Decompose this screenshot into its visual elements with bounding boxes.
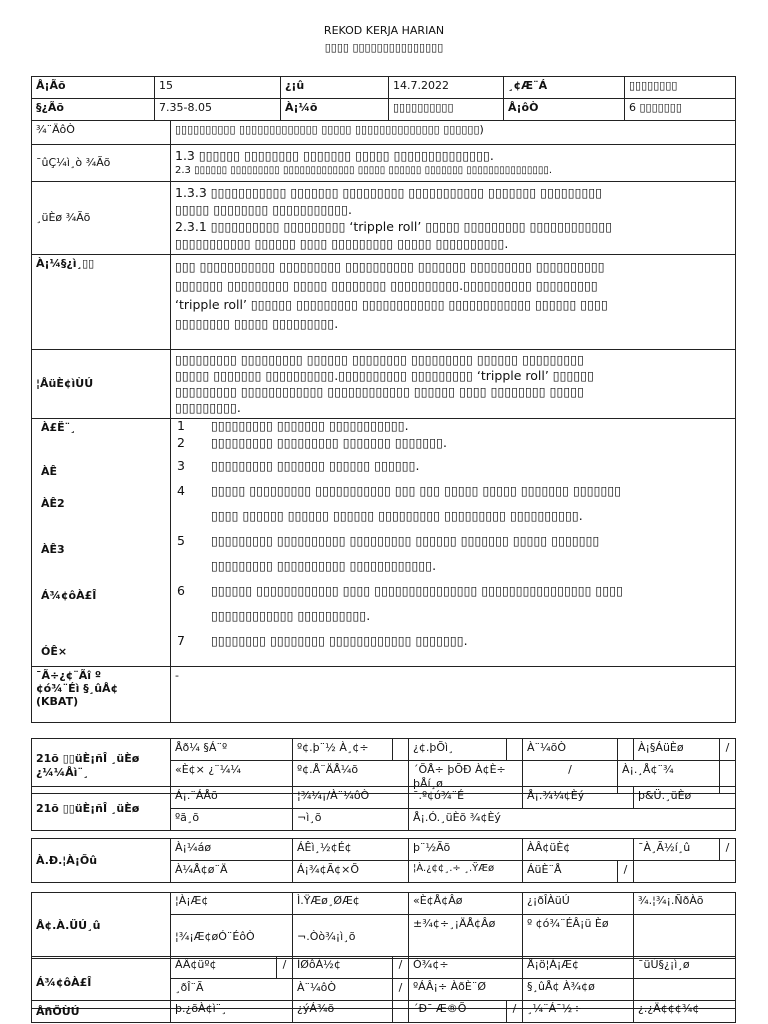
row-pembelajaran — [32, 182, 736, 255]
grid6-cell: ´Ð¯ Æ®Õ — [409, 1001, 507, 1023]
aktiviti-item — [171, 628, 735, 653]
pembelajaran-line-1: 1.3.3 ▯▯▯▯▯▯▯▯▯▯▯ ▯▯▯▯▯▯▯ ▯▯▯▯▯▯▯▯▯ ▯▯▯▯▯▯▯▯▯▯▯ ▯▯▯▯▯▯▯ ▯▯▯▯▯▯▯▯▯ — [175, 185, 603, 200]
grid1-cell: º¢.Å¨ÄÅ¼õ — [293, 761, 409, 794]
grid5-cell: ¸ðÎ¨Ã — [171, 979, 293, 1009]
aktiviti-text: ▯▯▯▯▯▯▯▯▯ ▯▯▯▯▯▯▯▯▯▯ ▯▯▯▯▯▯▯▯▯▯▯▯. — [211, 558, 437, 573]
label-tajuk: ¾¨ÄôÒ — [32, 121, 171, 145]
grid-values — [31, 1000, 736, 1023]
aktiviti-item — [171, 453, 735, 478]
grid6-row-1 — [32, 1001, 736, 1023]
grid3-cell — [634, 861, 736, 883]
meta-label-week: Å¡Ãõ — [32, 77, 155, 99]
meta-label-date: ¿¡û — [281, 77, 389, 99]
grid2-cell: ¯.º¢ó¾¨É — [409, 787, 523, 809]
kriteria-line-1: ▯▯▯▯▯▯▯▯▯ ▯▯▯▯▯▯▯▯▯ ▯▯▯▯▯▯ ▯▯▯▯▯▯▯▯ ▯▯▯▯▯▯▯▯▯ ▯▯▯▯▯▯ ▯▯▯▯▯▯▯▯▯ — [175, 352, 585, 367]
grid2-cell: Å¡.Ó.¸üÈõ ¾¢Èý — [409, 809, 736, 831]
meta-value-subject: ▯▯▯▯▯▯▯▯▯▯ — [389, 99, 504, 121]
kbat-label-3: (KBAT) — [36, 695, 79, 708]
value-tajuk: ▯▯▯▯▯▯▯▯▯▯ ▯▯▯▯▯▯▯▯▯▯▯▯▯ ▯▯▯▯▯ ▯▯▯▯▯▯▯▯▯▯▯▯▯▯ ▯▯▯▯▯▯) — [171, 121, 736, 145]
standard-line-2: 2.3 ▯▯▯▯▯▯ ▯▯▯▯▯▯▯▯▯ ▯▯▯▯▯▯▯▯▯▯▯▯▯ ▯▯▯▯▯ ▯▯▯▯▯▯ ▯▯▯▯▯▯▯ ▯▯▯▯▯▯▯▯▯▯▯▯▯▯▯. — [175, 165, 553, 176]
grid-21c-learning — [31, 786, 736, 831]
aktiviti-text: ▯▯▯▯▯▯▯▯▯ ▯▯▯▯▯▯▯ ▯▯▯▯▯▯▯▯▯▯▯. — [211, 419, 409, 433]
grid5-cell: Å¡ö¦Á¡Æ¢ — [523, 957, 634, 979]
meta-value-date: 14.7.2022 — [389, 77, 504, 99]
grid3-cell: À¼Å¢ø¨Ä — [171, 861, 293, 883]
page-subtitle: ▯▯▯▯ ▯▯▯▯▯▯▯▯▯▯▯▯▯▯▯ — [324, 41, 444, 54]
meta-row-1 — [32, 77, 736, 99]
row-standard — [32, 145, 736, 182]
grid6-cell: þ.¿õÀ¢ì¨¸ — [171, 1001, 293, 1023]
grid1-mark — [393, 739, 409, 761]
standard-line-1: 1.3 ▯▯▯▯▯▯ ▯▯▯▯▯▯▯▯ ▯▯▯▯▯▯▯ ▯▯▯▯▯ ▯▯▯▯▯▯▯▯▯▯▯▯▯▯. — [175, 148, 494, 163]
grid3-cell: ¦À.¿¢¢¸.÷ ¸.ŸÆø — [409, 861, 523, 883]
row-aktiviti — [32, 419, 736, 667]
kriteria-line-3: ▯▯▯▯▯▯▯▯▯ ▯▯▯▯▯▯▯▯▯▯▯▯ ▯▯▯▯▯▯▯▯▯▯▯▯ ▯▯▯▯▯▯ ▯▯▯▯ ▯▯▯▯▯▯▯▯ ▯▯▯▯▯ — [175, 384, 585, 399]
grid3-mark: / — [720, 839, 736, 861]
grid1-mark — [618, 739, 634, 761]
aktiviti-num: 1 — [177, 419, 185, 433]
grid4-cell — [634, 915, 736, 959]
kriteria-line-4: ▯▯▯▯▯▯▯▯▯. — [175, 400, 241, 415]
grid2-cell: Å¡.¾¼¢Èý — [523, 787, 634, 809]
grid1-mark: / — [720, 739, 736, 761]
label-standard: ¯ûÇ¼ì¸ò ¾Ãõ — [32, 145, 171, 182]
grid4-cell: ¬.Òò¾¡ì¸õ — [293, 915, 409, 959]
grid1-cell: À¡.¸Å¢¨¾ — [618, 761, 720, 794]
grid4-cell: ¿¡ðÎÀüÚ — [523, 893, 634, 915]
grid1-cell: º¢.þ¨½ À¸¢÷ — [293, 739, 393, 761]
row-objektif — [32, 255, 736, 350]
grid2-cell: þ&Ü.¸üÈø — [634, 787, 736, 809]
grid5-cell: À¨¼ôÒ — [293, 979, 393, 1009]
grid1-cell: À¨¼õÒ — [523, 739, 618, 761]
grid5-label: Á¾¢ôÀ£Î — [32, 957, 171, 1009]
grid4-cell: ¾.¦¾¡.ÑðÀõ — [634, 893, 736, 915]
value-standard — [171, 145, 736, 182]
meta-value-week: 15 — [155, 77, 281, 99]
grid3-cell: ¯À¸Ã½í¸û — [634, 839, 720, 861]
aktiviti-num: 3 — [177, 458, 185, 473]
label-kbat — [32, 667, 171, 723]
grid6-cell: ¿.¿Ä¢¢¢¾¢ — [634, 1001, 736, 1023]
aktiviti-text: ▯▯▯▯▯▯▯▯▯▯▯▯ ▯▯▯▯▯▯▯▯▯▯. — [211, 608, 371, 623]
value-kbat: - — [171, 667, 736, 723]
grid5-mark: / — [393, 957, 409, 979]
grid3-mark: / — [618, 861, 634, 883]
aktiviti-label-1: ÀÊ — [41, 465, 58, 478]
aktiviti-item — [171, 478, 735, 503]
objektif-line-1: ▯▯▯ ▯▯▯▯▯▯▯▯▯▯▯ ▯▯▯▯▯▯▯▯▯ ▯▯▯▯▯▯▯▯▯▯ ▯▯▯▯▯▯▯ ▯▯▯▯▯▯▯▯▯ ▯▯▯▯▯▯▯▯▯▯ — [175, 259, 605, 274]
aktiviti-text: ▯▯▯▯▯ ▯▯▯▯▯▯▯▯▯ ▯▯▯▯▯▯▯▯▯▯▯ ▯▯▯ ▯▯▯ ▯▯▯▯▯ ▯▯▯▯▯ ▯▯▯▯▯▯▯ ▯▯▯▯▯▯▯ — [211, 483, 622, 498]
grid6-label: ÅñÖÙÚ — [32, 1001, 171, 1023]
aktiviti-num: 7 — [177, 633, 185, 648]
grid1-cell: Åð¼ §Á¨º — [171, 739, 293, 761]
aktiviti-num: 5 — [177, 533, 185, 548]
grid3-label: À.Ð.¦À¡Õû — [32, 839, 171, 883]
grid3-cell: À¡¼áø — [171, 839, 293, 861]
grid1-mark — [507, 739, 523, 761]
aktiviti-text: ▯▯▯▯ ▯▯▯▯▯▯ ▯▯▯▯▯▯ ▯▯▯▯▯▯ ▯▯▯▯▯▯▯▯▯ ▯▯▯▯▯▯▯▯▯ ▯▯▯▯▯▯▯▯▯▯. — [211, 508, 583, 523]
grid5-cell: ºÁÂ¡÷ ÀðÈ¨Ø — [409, 979, 523, 1009]
grid5-cell: ¯üÚ§¿¡ì¸ø — [634, 957, 736, 979]
grid1-row-1 — [32, 739, 736, 761]
value-objektif — [171, 255, 736, 350]
kbat-label-1: ¯Ã÷¿¢¨Ãî º — [36, 669, 102, 682]
meta-value-class: 6 ▯▯▯▯▯▯▯ — [625, 99, 736, 121]
aktiviti-text: ▯▯▯▯▯▯ ▯▯▯▯▯▯▯▯▯▯▯▯ ▯▯▯▯ ▯▯▯▯▯▯▯▯▯▯▯▯▯▯▯ ▯▯▯▯▯▯▯▯▯▯▯▯▯▯▯▯ ▯▯▯▯ — [211, 583, 623, 598]
aktiviti-item-cont — [171, 503, 735, 528]
value-kriteria — [171, 350, 736, 419]
objektif-line-4: ▯▯▯▯▯▯▯▯ ▯▯▯▯▯ ▯▯▯▯▯▯▯▯▯. — [175, 316, 339, 331]
grid1-cell: ¿¢.þÕì¸ — [409, 739, 507, 761]
aktiviti-item — [171, 419, 735, 433]
meta-label-time: §¿Ãõ — [32, 99, 155, 121]
grid2-cell: ¦¾¼¡/À¨¼ôÒ — [293, 787, 409, 809]
grid4-cell: º ¢ó¾¨ÉÂ¡ü Èø — [523, 915, 634, 959]
grid3-cell: ÀÂ¢üÈ¢ — [523, 839, 634, 861]
objektif-line-3: ‘tripple roll’ ▯▯▯▯▯▯ ▯▯▯▯▯▯▯▯▯ ▯▯▯▯▯▯▯▯▯▯▯▯ ▯▯▯▯▯▯▯▯▯▯▯▯ ▯▯▯▯▯▯ ▯▯▯▯ — [175, 297, 608, 312]
pembelajaran-line-4: ▯▯▯▯▯▯▯▯▯▯▯ ▯▯▯▯▯▯ ▯▯▯▯ ▯▯▯▯▯▯▯▯▯ ▯▯▯▯▯ ▯▯▯▯▯▯▯▯▯▯. — [175, 236, 509, 251]
aktiviti-label-0: À£Ë¨¸ — [41, 421, 76, 434]
meta-label-class: Å¡ôÒ — [504, 99, 625, 121]
meta-row-2 — [32, 99, 736, 121]
aktiviti-num: 6 — [177, 583, 185, 598]
grid5-mark: / — [393, 979, 409, 1009]
grid4-cell: ±¾¢÷¸¡ÄÅ¢Âø — [409, 915, 523, 959]
grid6-cell: ¿ýÁ¾õ — [293, 1001, 393, 1023]
grid2-cell: ¬ì¸õ — [293, 809, 409, 831]
pembelajaran-line-2: ▯▯▯▯▯ ▯▯▯▯▯▯▯▯ ▯▯▯▯▯▯▯▯▯▯▯. — [175, 202, 353, 217]
aktiviti-num: 2 — [177, 435, 185, 450]
aktiviti-num-blank — [171, 603, 211, 628]
aktiviti-text: ▯▯▯▯▯▯▯▯ ▯▯▯▯▯▯▯▯ ▯▯▯▯▯▯▯▯▯▯▯▯ ▯▯▯▯▯▯▯. — [211, 633, 468, 648]
aktiviti-list — [171, 419, 735, 653]
label-pembelajaran: ¸üÈø ¾Ãõ — [32, 182, 171, 255]
row-kbat — [32, 667, 736, 723]
grid2-cell: Á¡.¨ÁÅõ — [171, 787, 293, 809]
grid1-cell: ´ÕÅ÷ þÕÐ À¢È÷ þÅí¸ø — [409, 761, 523, 794]
meta-label-subject: À¡¼õ — [281, 99, 389, 121]
aktiviti-text: ▯▯▯▯▯▯▯▯▯ ▯▯▯▯▯▯▯▯▯▯ ▯▯▯▯▯▯▯▯▯ ▯▯▯▯▯▯ ▯▯▯▯▯▯▯ ▯▯▯▯▯ ▯▯▯▯▯▯▯ — [211, 533, 600, 548]
aktiviti-text: ▯▯▯▯▯▯▯▯▯ ▯▯▯▯▯▯▯ ▯▯▯▯▯▯ ▯▯▯▯▯▯. — [211, 458, 420, 473]
grid3-cell: þ¨½Ãõ — [409, 839, 523, 861]
meta-value-time: 7.35-8.05 — [155, 99, 281, 121]
aktiviti-text: ▯▯▯▯▯▯▯▯▯ ▯▯▯▯▯▯▯▯▯ ▯▯▯▯▯▯▯ ▯▯▯▯▯▯▯. — [211, 435, 448, 450]
grid2-row-1 — [32, 787, 736, 809]
grid4-cell: «È¢Å¢Âø — [409, 893, 523, 915]
grid4-cell: ¦¾¡Æ¢øÓ¨ÉôÒ — [171, 915, 293, 959]
grid5-mark: / — [277, 957, 293, 979]
aktiviti-item — [171, 528, 735, 553]
meta-table — [31, 76, 736, 121]
grid3-cell: Á¡¾¢Ã¢×Õ — [293, 861, 409, 883]
kbat-label-2: ¢ó¾¨Éì §¸ûÅ¢ — [36, 682, 119, 695]
aktiviti-label-3: ÀÊ3 — [41, 543, 65, 556]
aktiviti-label-2: ÀÊ2 — [41, 497, 65, 510]
meta-label-day: ¸¢Æ¨Á — [504, 77, 625, 99]
label-aktiviti — [32, 419, 171, 667]
aktiviti-item — [171, 433, 735, 453]
label-kriteria: ¦ÅüÈ¢ìÙÚ — [32, 350, 171, 419]
grid4-cell: ¦À¡Æ¢ — [171, 893, 293, 915]
grid6-mark — [393, 1001, 409, 1023]
aktiviti-item — [171, 578, 735, 603]
grid5-cell: §¸ûÅ¢ À¾¢ø — [523, 979, 634, 1009]
grid6-mark: / — [507, 1001, 523, 1023]
grid1-cell: À¡§ÁüÈø — [634, 739, 720, 761]
value-aktiviti — [171, 419, 736, 667]
grid4-row-1 — [32, 893, 736, 915]
kriteria-line-2: ▯▯▯▯▯ ▯▯▯▯▯▯▯ ▯▯▯▯▯▯▯▯▯▯.▯▯▯▯▯▯▯▯▯▯ ▯▯▯▯▯▯▯▯▯ ‘tripple roll’ ▯▯▯▯▯▯ — [175, 368, 595, 383]
grid5-row-1 — [32, 957, 736, 979]
row-tajuk — [32, 121, 736, 145]
aktiviti-num: 4 — [177, 483, 185, 498]
grid5-cell: ÀÂ¢üº¢ — [171, 957, 277, 979]
objektif-line-2: ▯▯▯▯▯▯▯ ▯▯▯▯▯▯▯▯▯ ▯▯▯▯▯ ▯▯▯▯▯▯▯▯ ▯▯▯▯▯▯▯▯▯▯.▯▯▯▯▯▯▯▯▯▯ ▯▯▯▯▯▯▯▯▯ — [175, 278, 598, 293]
grid2-label: 21õ ▯▯üÈ¡ñÎ ¸üÈø — [32, 787, 171, 831]
grid5-cell: Ò¾¢÷ — [409, 957, 523, 979]
aktiviti-item-cont — [171, 603, 735, 628]
grid6-cell: ¸¼¨Á¯½÷ — [523, 1001, 634, 1023]
grid5-cell: ÌØôÀ½¢ — [293, 957, 393, 979]
grid2-cell: ºã¸õ — [171, 809, 293, 831]
grid-eme — [31, 892, 736, 959]
row-kriteria — [32, 350, 736, 419]
meta-value-day: ▯▯▯▯▯▯▯▯ — [625, 77, 736, 99]
grid1-cell: «È¢× ¿¨¼¼ — [171, 761, 293, 794]
grid1-mark: / — [523, 761, 618, 794]
grid1-label: 21õ ▯▯üÈ¡ñÎ ¸üÈø ¿¼¼Åì¨¸ — [32, 739, 171, 794]
aktiviti-item-cont — [171, 553, 735, 578]
grid4-label: Å¢.À.ÜÚ¸û — [32, 893, 171, 959]
page-title: REKOD KERJA HARIAN — [323, 24, 445, 37]
aktiviti-num-blank — [171, 553, 211, 578]
aktiviti-label-5: ÓÊ× — [41, 645, 68, 658]
aktiviti-num-blank — [171, 503, 211, 528]
value-pembelajaran — [171, 182, 736, 255]
grid3-cell: ÁüÈ¨Å — [523, 861, 618, 883]
grid4-cell: Ì.ŸÆø¸ØÆ¢ — [293, 893, 409, 915]
grid3-cell: ÁÊì¸½¢É¢ — [293, 839, 409, 861]
grid-bbm — [31, 838, 736, 883]
label-objektif: À¡¼§¿ì¸▯▯ — [32, 255, 171, 350]
aktiviti-label-4: Á¾¢ôÀ£Î — [41, 589, 97, 602]
grid3-row-1 — [32, 839, 736, 861]
pembelajaran-line-3: 2.3.1 ▯▯▯▯▯▯▯▯▯▯ ▯▯▯▯▯▯▯▯▯ ‘tripple roll’ ▯▯▯▯▯ ▯▯▯▯▯▯▯▯▯ ▯▯▯▯▯▯▯▯▯▯▯▯ — [175, 219, 613, 234]
lesson-table — [31, 120, 736, 723]
